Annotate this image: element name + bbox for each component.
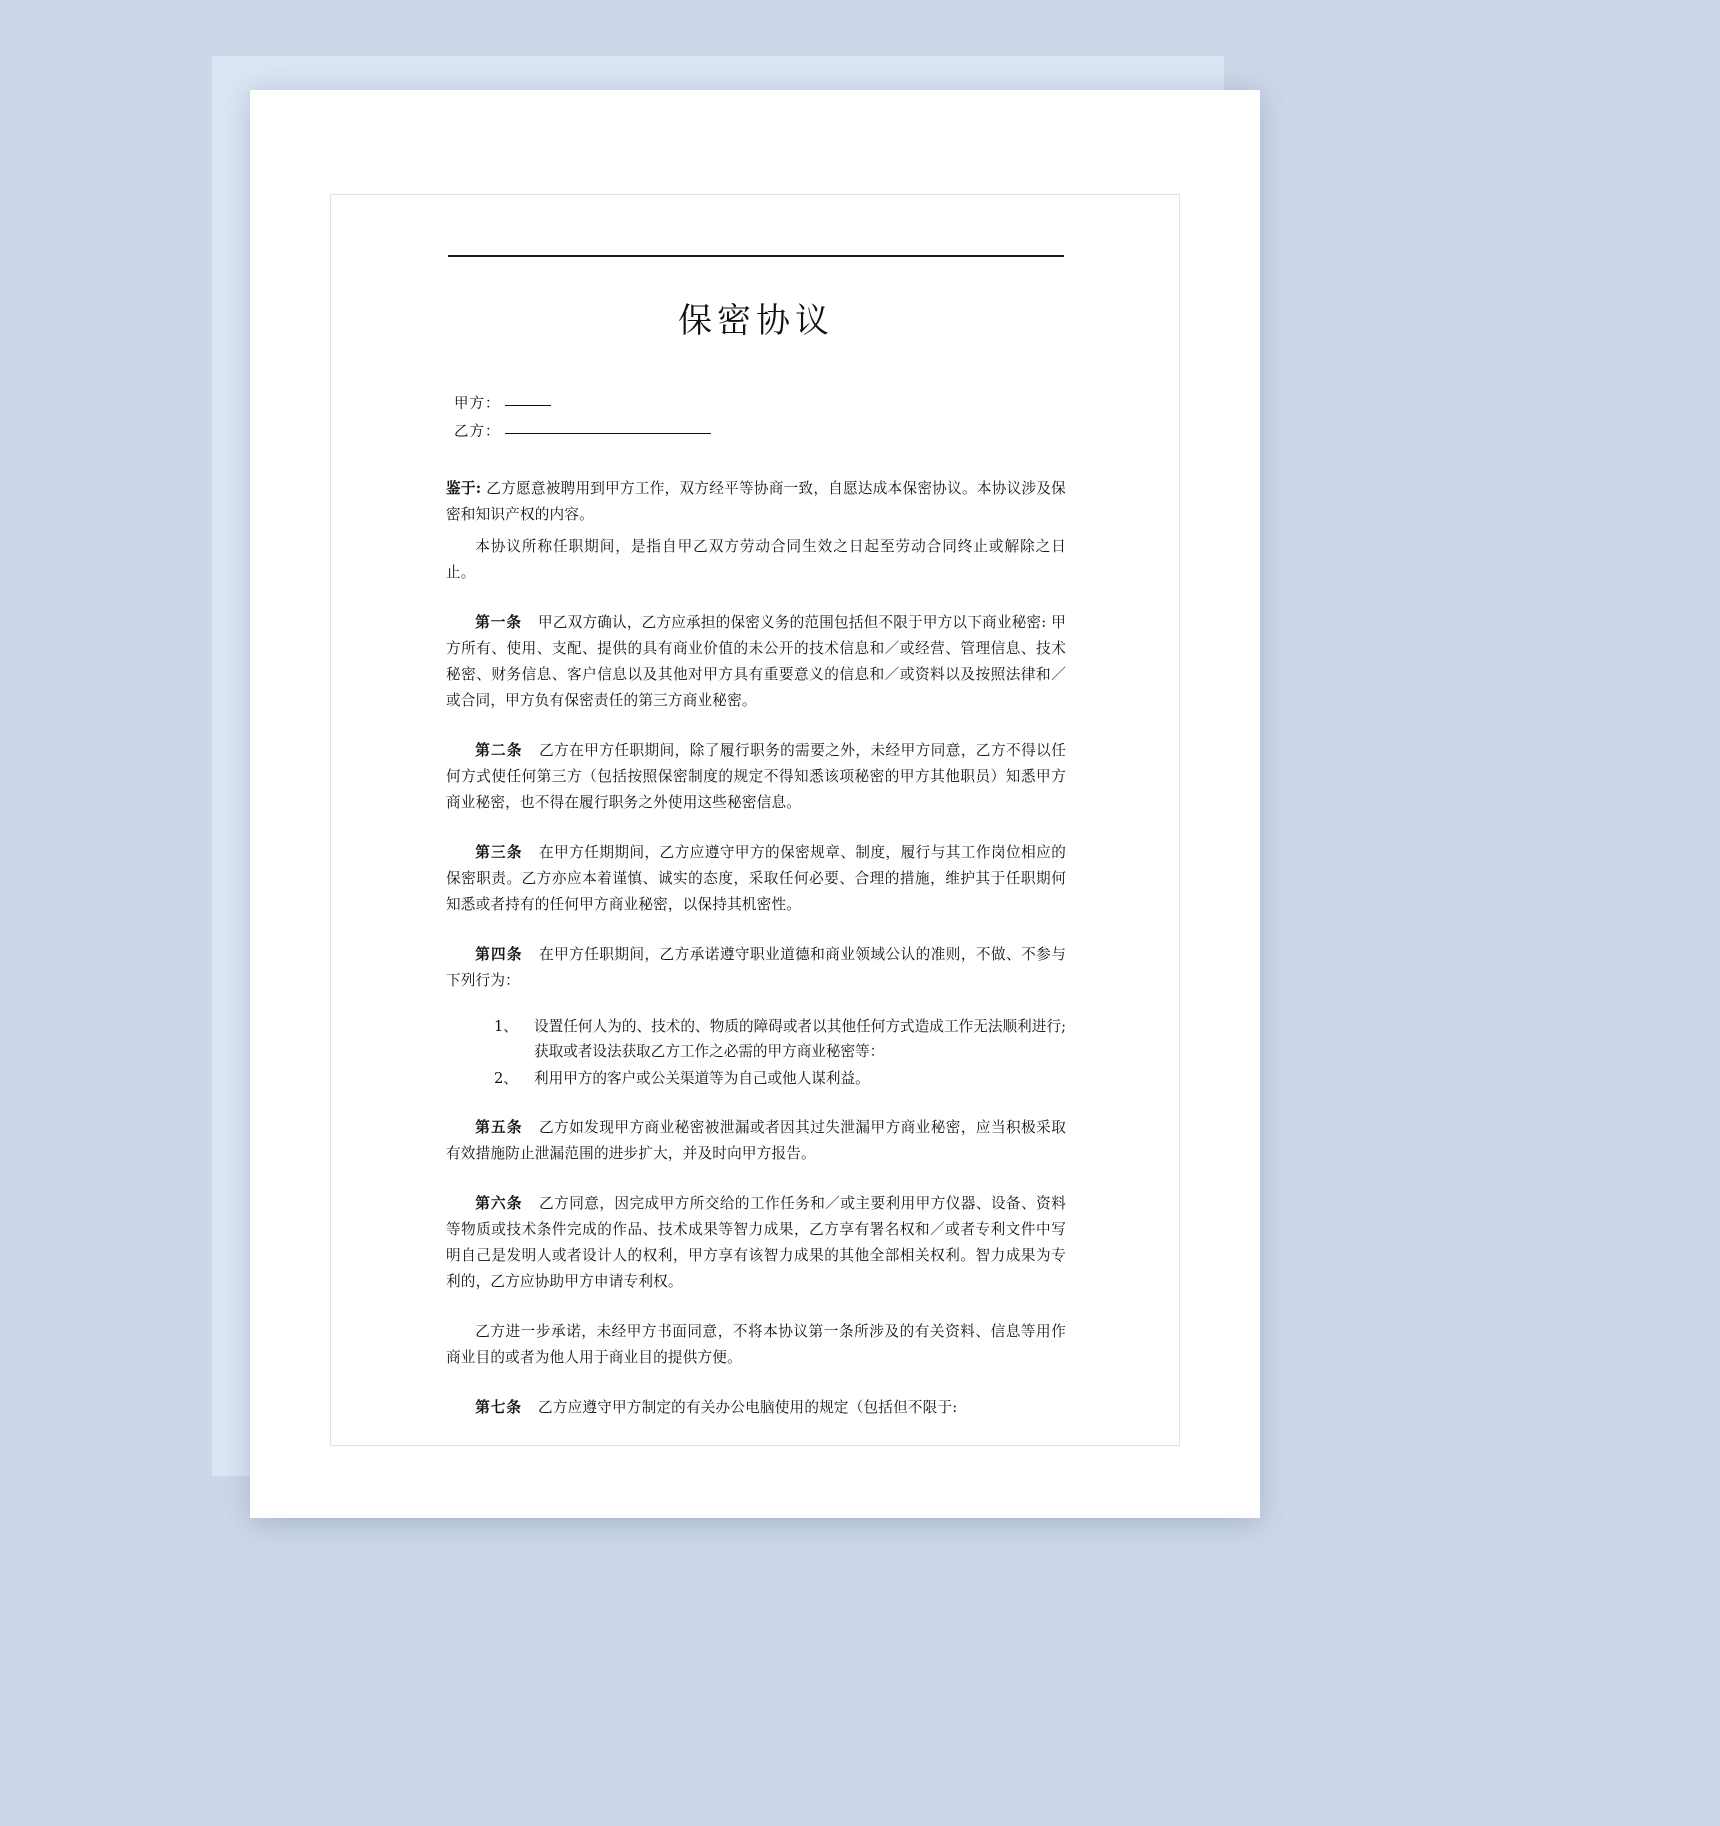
party-row-jiafang	[454, 390, 1066, 418]
article-6-text: 乙方同意，因完成甲方所交给的工作任务和／或主要利用甲方仪器、设备、资料等物质或技术条件完成的作品、技术成果等智力成果，乙方享有署名权和／或者专利文件中写明自己是发明人或者设计人的权利，甲方享有该智力成果的其他全部相关权利。智力成果为专利的，乙方应协助甲方申请专利权。	[446, 1195, 1066, 1290]
party-row-yifang	[454, 418, 1066, 446]
document-page[interactable]	[250, 90, 1260, 1518]
article-7-number: 第七条	[475, 1398, 522, 1416]
article-5-text: 乙方如发现甲方商业秘密被泄漏或者因其过失泄漏甲方商业秘密，应当积极采取有效措施防止泄漏范围的进步扩大，并及时向甲方报告。	[446, 1119, 1066, 1163]
article-1-text: 甲乙双方确认，乙方应承担的保密义务的范围包括但不限于甲方以下商业秘密: 甲方所有、使用、支配、提供的具有商业价值的未公开的技术信息和／或经营、管理信息、技术秘密、财务信息、客户信息以及其他对甲方具有重要意义的信息和／或资料以及按照法律和／或合同，甲方负有保密责任的第三方商业秘密。	[446, 614, 1066, 710]
article-4-number: 第四条	[475, 945, 523, 963]
sub-item-2-text: 利用甲方的客户或公关渠道等为自己或他人谋利益。	[534, 1070, 870, 1088]
preamble-paragraph-2: 本协议所称任职期间，是指自甲乙双方劳动合同生效之日起至劳动合同终止或解除之日止。	[446, 538, 1066, 582]
article-4	[446, 942, 1066, 994]
article-5	[446, 1115, 1066, 1167]
party-blank-yifang[interactable]	[505, 433, 711, 434]
list-item	[494, 1066, 1066, 1091]
article-5-number: 第五条	[475, 1119, 523, 1137]
article-1	[446, 610, 1066, 714]
sub-item-1-text: 设置任何人为的、技术的、物质的障碍或者以其他任何方式造成工作无法顺利进行; 获取或者设法获取乙方工作之必需的甲方商业秘密等：	[534, 1017, 1066, 1060]
article-2	[446, 738, 1066, 816]
article-2-number: 第二条	[475, 742, 523, 760]
article-3	[446, 840, 1066, 918]
preamble-text-1: 乙方愿意被聘用到甲方工作，双方经平等协商一致，自愿达成本保密协议。本协议涉及保密和知识产权的内容。	[446, 480, 1066, 524]
sub-item-2-marker: 2、	[494, 1070, 518, 1088]
party-blank-jiafang[interactable]	[505, 405, 551, 406]
closing-paragraph: 乙方进一步承诺，未经甲方书面同意，不将本协议第一条所涉及的有关资料、信息等用作商业目的或者为他人用于商业目的提供方便。	[446, 1322, 1066, 1366]
list-item	[494, 1014, 1066, 1064]
preamble-paragraph-1	[446, 476, 1066, 528]
preamble-lead-label: 鉴于:	[446, 480, 482, 498]
document-body	[446, 255, 1066, 1427]
header-rule	[448, 255, 1064, 257]
article-2-text: 乙方在甲方任职期间，除了履行职务的需要之外，未经甲方同意，乙方不得以任何方式使任何第三方（包括按照保密制度的规定不得知悉该项秘密的甲方其他职员）知悉甲方商业秘密，也不得在履行职务之外使用这些秘密信息。	[446, 742, 1066, 812]
article-6-number: 第六条	[475, 1195, 523, 1213]
party-fields	[454, 390, 1066, 447]
article-6	[446, 1191, 1066, 1295]
party-label-yifang: 乙方：	[454, 424, 501, 441]
article-1-number: 第一条	[475, 614, 522, 632]
party-label-jiafang: 甲方：	[454, 395, 501, 412]
article-7	[446, 1395, 1066, 1421]
article-3-number: 第三条	[475, 843, 523, 861]
article-4-text: 在甲方任职期间，乙方承诺遵守职业道德和商业领域公认的准则，不做、不参与下列行为：	[446, 945, 1066, 989]
sub-item-1-marker: 1、	[494, 1017, 518, 1035]
page-title: 保密协议	[678, 301, 834, 341]
article-4-sub-list	[446, 1014, 1066, 1091]
article-7-text: 乙方应遵守甲方制定的有关办公电脑使用的规定（包括但不限于:	[538, 1398, 958, 1416]
article-3-text: 在甲方任期期间，乙方应遵守甲方的保密规章、制度，履行与其工作岗位相应的保密职责。乙方亦应本着谨慎、诚实的态度，采取任何必要、合理的措施，维护其于任职期何知悉或者持有的任何甲方商业秘密，以保持其机密性。	[446, 843, 1066, 913]
